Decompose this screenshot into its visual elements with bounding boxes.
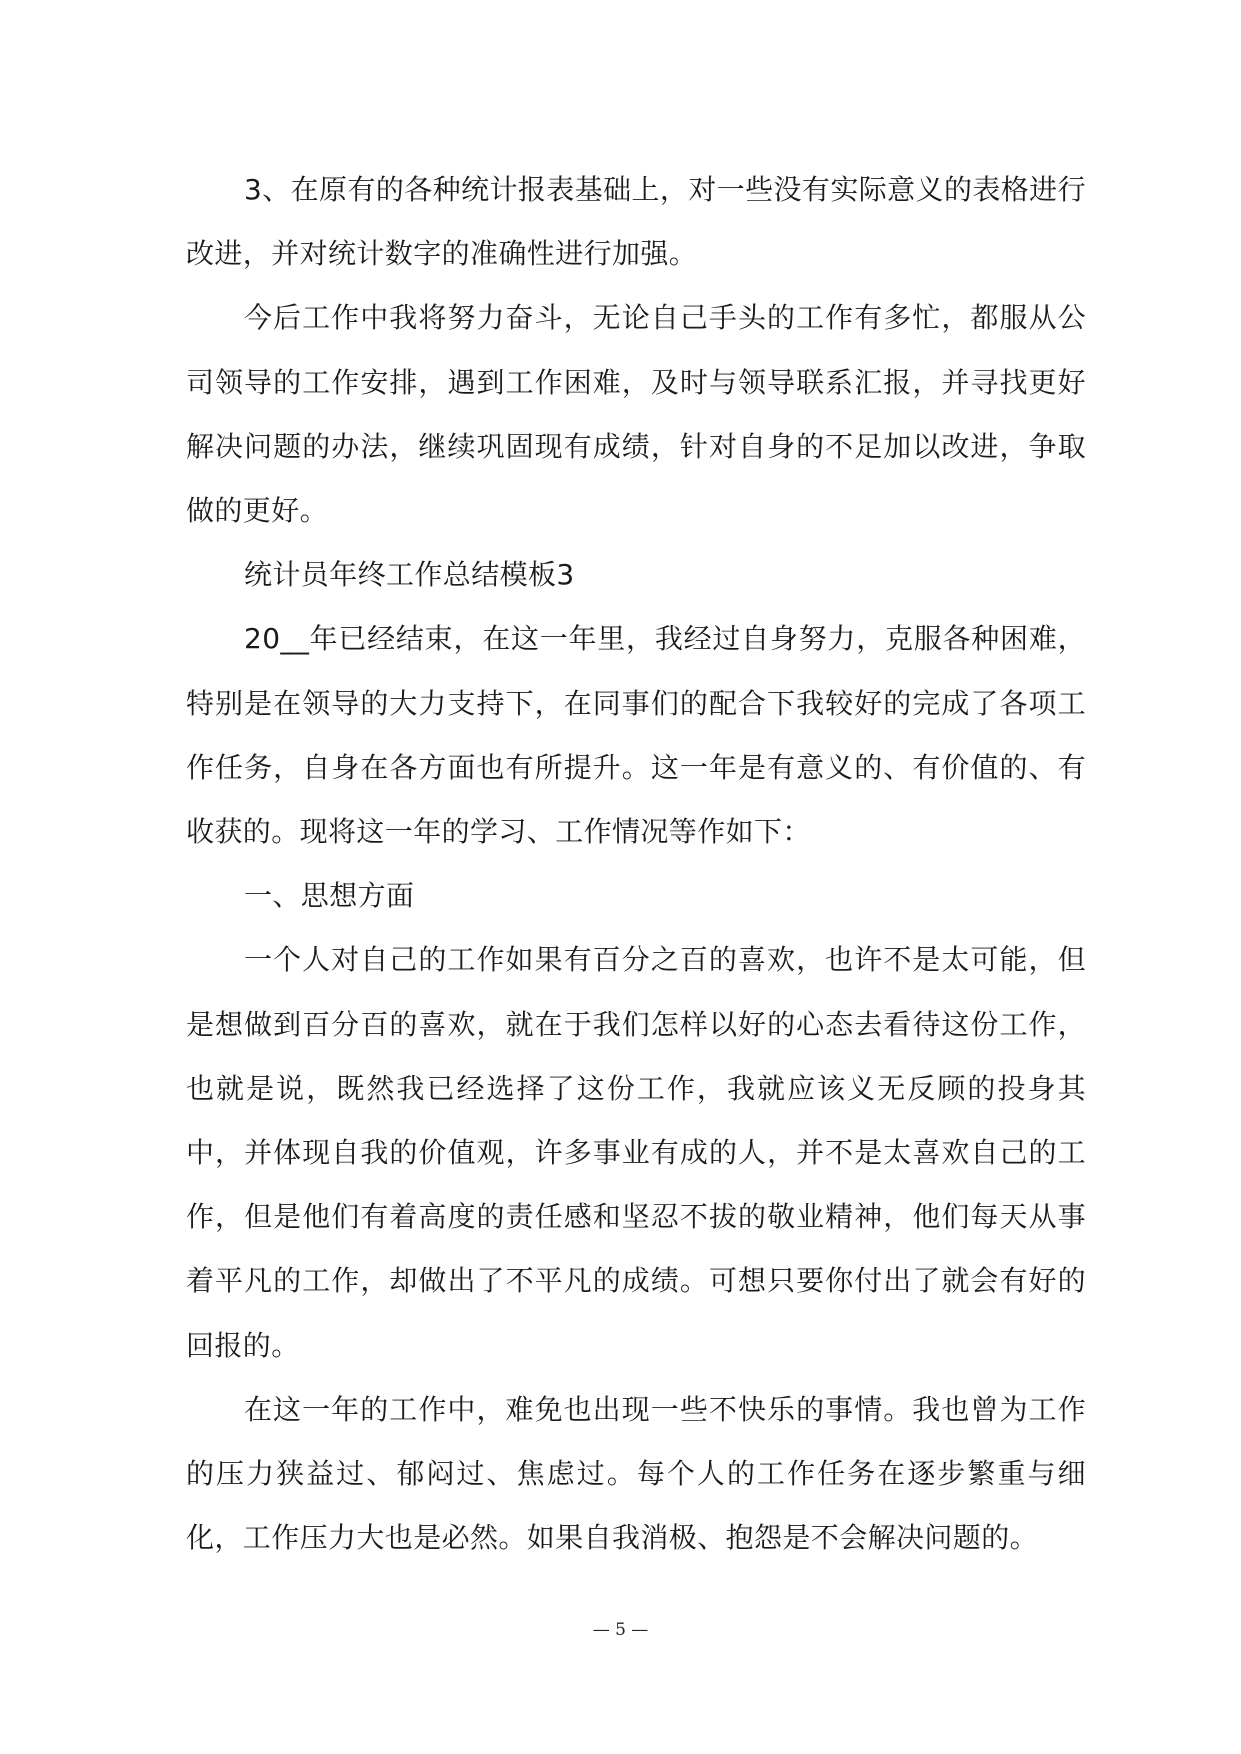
paragraph-future-work: 今后工作中我将努力奋斗，无论自己手头的工作有多忙，都服从公司领导的工作安排，遇到工作困难，及时与领导联系汇报，并寻找更好解决问题的办法，继续巩固现有成绩，针对自身的不足加以改进，争取做的更好。 bbox=[186, 301, 1086, 528]
paragraph-statistics-improvement: 3、在原有的各种统计报表基础上，对一些没有实际意义的表格进行改进，并对统计数字的准确性进行加强。 bbox=[186, 173, 1086, 271]
heading-thought-aspect: 一、思想方面 bbox=[244, 879, 415, 913]
paragraph-work-attitude: 一个人对自己的工作如果有百分之百的喜欢，也许不是太可能，但是想做到百分百的喜欢，就在于我们怎样以好的心态去看待这份工作，也就是说，既然我已经选择了这份工作，我就应该义无反顾的投身其中，并体现自我的价值观，许多事业有成的人，并不是太喜欢自己的工作，但是他们有着高度的责任感和坚忍不拔的敬业精神，他们每天从事着平凡的工作，却做出了不平凡的成绩。可想只要你付出了就会有好的回报的。 bbox=[186, 943, 1086, 1362]
document-body bbox=[186, 158, 1086, 1570]
section-title-template-3: 统计员年终工作总结模板3 bbox=[244, 558, 575, 592]
page-number: — 5 — bbox=[592, 1620, 649, 1640]
paragraph-work-pressure: 在这一年的工作中，难免也出现一些不快乐的事情。我也曾为工作的压力狭益过、郁闷过、焦虑过。每个人的工作任务在逐步繁重与细化，工作压力大也是必然。如果自我消极、抱怨是不会解决问题的。 bbox=[186, 1392, 1086, 1555]
paragraph-year-summary: 20__年已经结束，在这一年里，我经过自身努力，克服各种困难，特别是在领导的大力支持下，在同事们的配合下我较好的完成了各项工作任务，自身在各方面也有所提升。这一年是有意义的、有价值的、有收获的。现将这一年的学习、工作情况等作如下： bbox=[186, 622, 1086, 849]
